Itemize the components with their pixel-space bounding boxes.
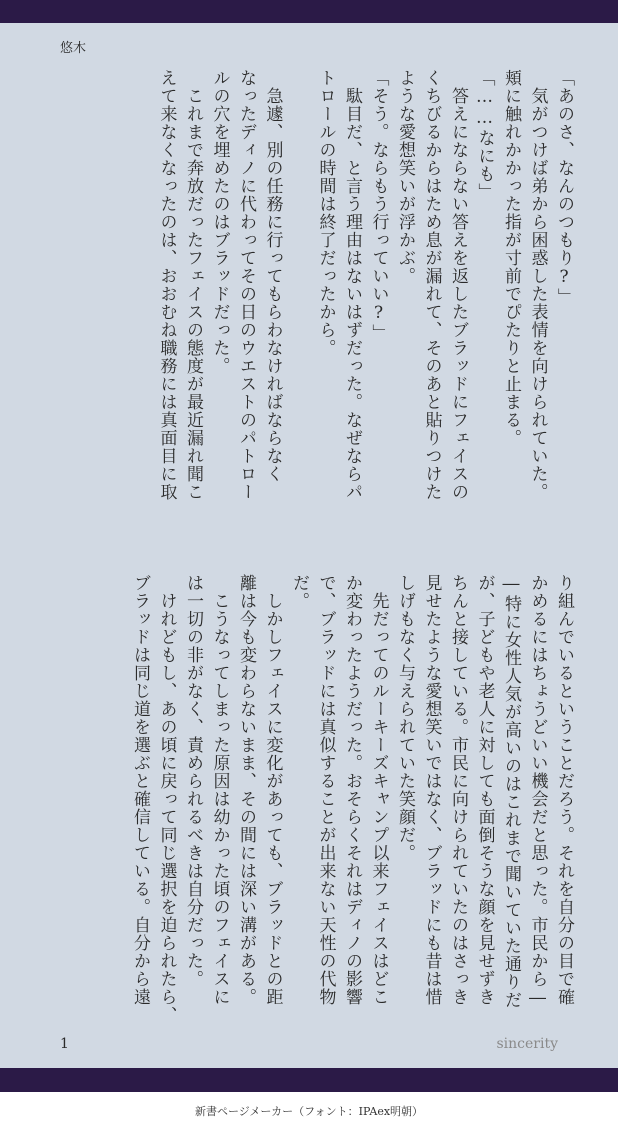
text-column: 「そう。ならもう行っていい?」 [368, 69, 389, 342]
text-column: 気がつけば弟から困惑した表情を向けられていた。 [527, 69, 548, 501]
upper-text-block [46, 69, 577, 534]
text-column: で、ブラッドには真似することが出来ない天性の代物 [315, 574, 336, 1006]
generator-credit: 新書ページメーカー（フォント：IPAex明朝） [194, 1105, 424, 1118]
text-column: は一切の非がなく、責められるべきは自分だった。 [183, 574, 203, 988]
lower-text-block [46, 574, 577, 1039]
text-column: えて来なくなったのは、おおむね職務には真面目に取 [156, 69, 177, 501]
text-column: トロールの時間は終了だったから。 [315, 69, 336, 357]
author-name: 悠木 [60, 41, 87, 56]
book-title: sincerity [496, 1036, 558, 1052]
book-page [0, 23, 618, 1068]
text-column: ような愛想笑いが浮かぶ。 [395, 69, 415, 285]
text-column: 頬に触れかかった指が寸前でぴたりと止まる。 [501, 69, 521, 447]
text-column: 駄目だ、と言う理由はないはずだった。なぜならパ [342, 69, 362, 501]
text-column: が、子どもや老人に対しても面倒そうな顔を見せずき [474, 574, 495, 1006]
text-column: ―特に女性人気が高いのはこれまで聞いていた通りだ [501, 574, 521, 1009]
bottom-bar [0, 1068, 618, 1092]
text-column: 「あのさ、なんのつもり?」 [554, 69, 574, 306]
text-column: けれどもし、あの頃に戻って同じ選択を迫られたら、 [156, 574, 177, 1024]
text-column [286, 69, 313, 534]
text-column: ちんと接している。市民に向けられていたのはさっき [448, 574, 468, 1006]
text-column: だ。 [289, 574, 309, 610]
text-column: しかしフェイスに変化があっても、ブラッドとの距 [262, 574, 283, 1006]
text-column: これまで奔放だったフェイスの態度が最近漏れ聞こ [183, 69, 203, 501]
page-number: 1 [60, 1036, 69, 1052]
text-column: なったディノに代わってその日のウエストのパトロー [236, 69, 256, 501]
text-column: 答えにならない答えを返したブラッドにフェイスの [448, 69, 468, 501]
text-column: 見せたような愛想笑いではなく、ブラッドにも昔は惜 [421, 574, 442, 1006]
text-column: かめるにはちょうどいい機会だと思った。市民から― [527, 574, 548, 1009]
text-column: くちびるからはため息が漏れて、そのあと貼りつけた [421, 69, 442, 501]
top-bar [0, 0, 618, 23]
text-column: ブラッドは同じ道を選ぶと確信している。自分から遠 [130, 574, 150, 1006]
text-column: 急遽、別の任務に行ってもらわなければならなく [262, 69, 283, 483]
text-column: ルの穴を埋めたのはブラッドだった。 [209, 69, 230, 375]
text-column: 離は今も変わらないまま、その間には深い溝がある。 [236, 574, 256, 1006]
text-column: 先だってのルーキーズキャンプ以来フェイスはどこ [368, 574, 389, 1006]
text-column: か変わったようだった。おそらくそれはディノの影響 [342, 574, 362, 1006]
text-column: り組んでいるということだろう。それを自分の目で確 [554, 574, 574, 1006]
text-column: 「……なにも」 [474, 69, 495, 201]
text-column: こうなってしまった原因は幼かった頃のフェイスに [209, 574, 230, 1006]
text-column: しげもなく与えられていた笑顔だ。 [395, 574, 415, 862]
